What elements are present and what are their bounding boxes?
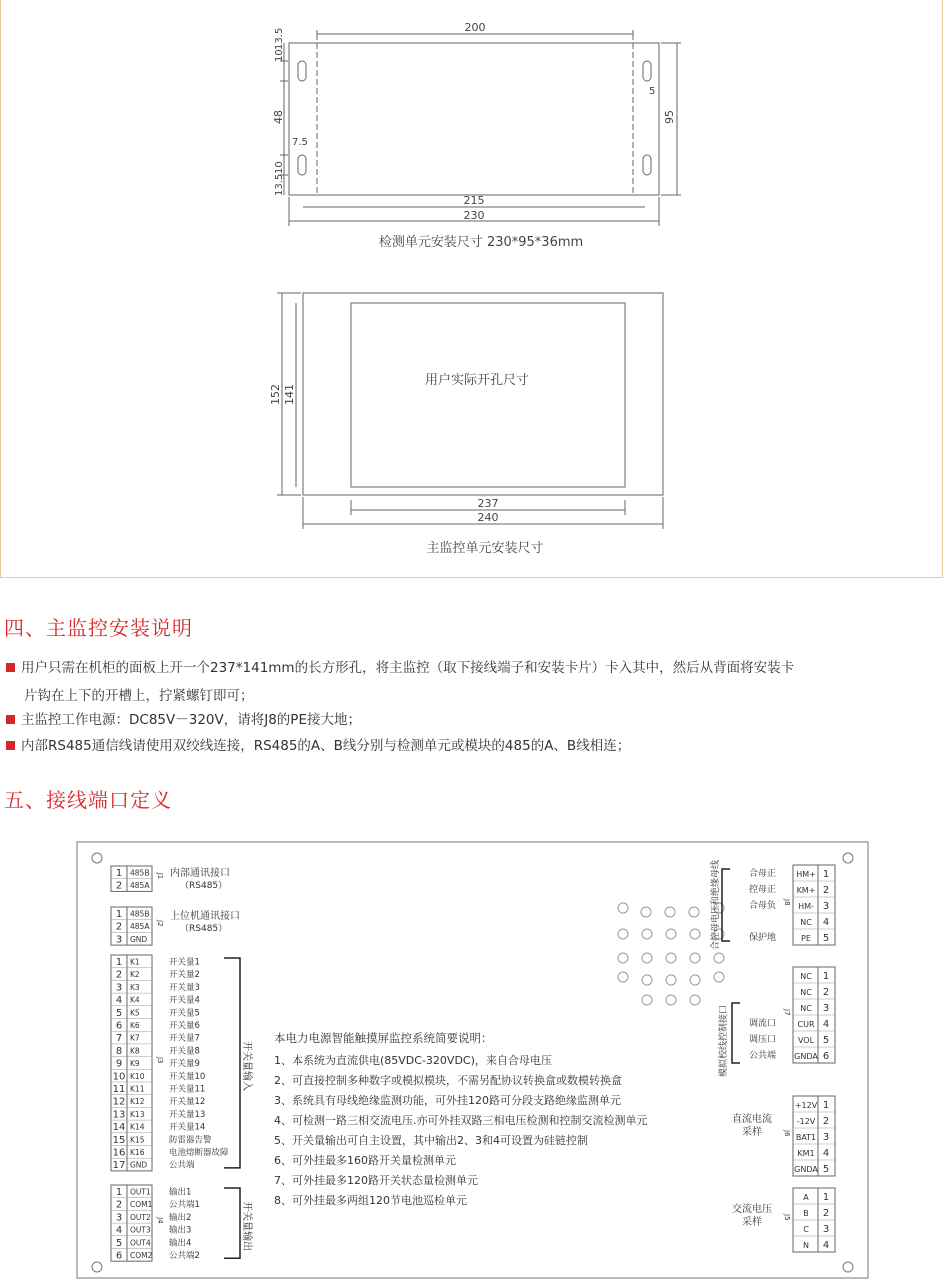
mount-hole [843,1262,853,1272]
pin-number: 15 [112,1134,126,1146]
bullet-item-2 [6,708,361,732]
pin-signal: GNDA [794,1165,818,1174]
bullet-text: 主监控工作电源：DC85V－320V，请将J8的PE接大地； [21,712,361,728]
pin-function: 输出3 [169,1225,192,1236]
pin-number: 1 [822,1192,830,1203]
pin-signal: K4 [130,995,140,1005]
mount-slot [298,155,306,175]
pin-function: 开关量3 [169,982,200,993]
section5-title: 五、接线端口定义 [4,788,172,812]
connector-j2 [111,907,240,945]
mount-slot [643,61,651,81]
pin-signal: C [803,1225,809,1234]
pin-number: 4 [822,917,830,928]
dim-200: 200 [464,21,486,34]
speaker-hole [665,907,675,917]
pin-signal: KM1 [797,1149,815,1158]
pin-signal: 485A [130,881,150,891]
connector-j5 [732,1188,835,1252]
pin-function: 调压口 [748,1035,776,1045]
pin-number: 3 [115,1212,123,1224]
pin-signal: K16 [130,1148,145,1157]
pin-number: 13 [112,1109,126,1121]
pin-number: 6 [115,1020,123,1032]
pin-function: 输出4 [169,1238,192,1249]
connector-j7 [717,967,835,1077]
dim-5: 5 [649,86,656,97]
pin-number: 2 [115,969,123,981]
speaker-hole [666,975,676,985]
pin-signal: NC [800,918,812,927]
pin-signal: K1 [130,957,140,967]
pin-number: 2 [115,921,123,933]
pin-signal: K3 [130,982,140,992]
connector-j1 [111,866,230,892]
pin-number: 8 [115,1045,123,1057]
pin-signal: K8 [130,1046,140,1056]
speaker-hole [618,953,628,963]
pin-number: 9 [115,1058,123,1070]
pin-number: 1 [115,1187,123,1198]
pin-number: 5 [115,1237,123,1249]
note-line: 8、可外挂最多两组120节电池巡检单元 [274,1194,467,1207]
pin-signal: VOL [797,1036,815,1045]
pin-function: 开关量11 [169,1084,206,1095]
dim-240: 240 [477,511,499,524]
speaker-hole [642,953,652,963]
dim-7-5: 7.5 [292,137,308,148]
speaker-hole [642,975,652,985]
note-line: 5、开关量输出可自主设置，其中输出2、3和4可设置为硅链控制 [274,1134,588,1147]
pin-number: 6 [822,1051,830,1062]
pin-number: 5 [115,1007,123,1019]
pin-signal: K2 [130,970,140,980]
bullet-square-icon [6,741,15,750]
pin-number: 5 [822,1164,830,1175]
speaker-hole [618,972,628,982]
speaker-hole [689,907,699,917]
main-unit-caption: 主监控单元安装尺寸 [426,541,544,556]
pin-function: 开关量9 [169,1059,200,1070]
dim-13-5b: 13.5 [274,173,285,196]
speaker-hole [690,975,700,985]
main-unit-outline [303,293,663,495]
speaker-hole [666,929,676,939]
note-line: 4、可检测一路三相交流电压.亦可外挂双路三相电压检测和控制交流检测单元 [274,1114,648,1127]
mount-hole [92,853,102,863]
bullet-item-3 [6,734,630,758]
dim-13-5: 13.5 [274,27,285,50]
pin-signal: K6 [130,1021,140,1030]
pin-function: 开关量8 [169,1046,200,1057]
pin-number: 16 [112,1147,126,1159]
speaker-hole [642,929,652,939]
pin-signal: OUT4 [130,1238,151,1248]
pin-number: 3 [822,1003,830,1014]
pin-signal: NC [800,972,812,981]
pin-signal: COM2 [130,1251,153,1260]
pin-number: 3 [822,901,830,912]
pin-function: 开关量12 [169,1097,206,1108]
pin-number: 2 [822,1208,830,1219]
pin-signal: OUT3 [130,1225,151,1235]
pin-signal: COM1 [130,1200,153,1210]
pin-number: 4 [822,1148,830,1159]
pin-signal: OUT1 [130,1187,151,1197]
pin-number: 12 [112,1096,126,1108]
pin-number: 1 [822,1100,830,1111]
connector-sublabel: （RS485） [180,881,228,891]
connector-sublabel: （RS485） [180,924,228,934]
group-label: 合控母电压和绝缘母线 [711,859,721,951]
pin-signal: 485B [130,868,150,878]
pin-number: 7 [115,1033,123,1045]
speaker-hole [690,995,700,1005]
dim-152: 152 [269,384,282,405]
pin-number: 3 [822,1132,830,1143]
pin-signal: B [803,1209,809,1218]
connector-label: 交流电压 [732,1204,772,1215]
bullet-item-1 [6,656,794,680]
connector-j8 [709,860,835,950]
connector-id: J1 [156,872,164,880]
pin-function: 开关量5 [169,1008,200,1019]
pin-function: 输出1 [169,1187,192,1198]
pin-function: 控母正 [748,885,776,895]
pin-number: 6 [115,1250,123,1262]
note-line: 2、可直接控制多种数字或模拟模块，不需另配协议转换盒或数模转换盒 [274,1074,622,1087]
connector-id: J3 [156,1056,164,1064]
group-label: 开关量输入 [241,1040,252,1091]
speaker-hole [690,929,700,939]
pin-signal: HM- [798,902,814,911]
pin-number: 1 [822,869,830,880]
pin-function: 开关量14 [169,1122,206,1133]
pin-signal: HM+ [796,870,816,879]
pin-signal: K11 [130,1084,145,1094]
pin-number: 1 [822,971,830,982]
connector-j3 [111,955,254,1171]
pin-number: 17 [112,1160,126,1172]
group-label: 开关量输出 [241,1201,252,1252]
pin-function: 合母正 [748,869,776,879]
connector-sublabel: 采样 [742,1127,762,1138]
pin-function: 合母负 [748,901,776,911]
pin-signal: K12 [130,1097,145,1107]
connector-id: J5 [783,1214,791,1221]
bullet-text: 用户只需在机柜的面板上开一个237*141mm的长方形孔，将主监控（取下接线端子和安装卡片）卡入其中，然后从背面将安装卡 [21,660,795,676]
section4-title: 四、主监控安装说明 [4,616,193,640]
pin-number: 4 [115,1225,123,1237]
notes-title: 本电力电源智能触摸屏监控系统简要说明： [274,1031,493,1045]
pin-signal: +12V [794,1101,818,1110]
pin-signal: K7 [130,1033,140,1043]
dim-10: 10 [274,49,285,62]
pin-number: 3 [115,934,123,946]
note-line: 1、本系统为直流供电(85VDC-320VDC)，来自合母电压 [274,1054,552,1067]
connector-id: J4 [156,1217,164,1224]
pin-number: 3 [115,982,123,994]
note-line: 3、系统具有母线绝缘监测功能，可外挂120路可分段支路绝缘监测单元 [274,1094,621,1107]
connector-label: 上位机通讯接口 [170,911,240,922]
dim-141: 141 [283,384,296,405]
detection-unit-outline [289,43,659,195]
pin-function: 公共端2 [169,1251,200,1261]
pin-number: 1 [115,909,123,920]
pin-signal: KM+ [796,886,816,895]
pin-function: 输出2 [169,1212,192,1223]
pin-function: 开关量1 [169,957,200,968]
speaker-hole [690,953,700,963]
pin-number: 3 [822,1224,830,1235]
cutout-outline [351,303,625,487]
mount-slot [643,155,651,175]
pin-signal: GND [130,1160,148,1170]
connector-id: J8 [783,899,791,906]
pin-function: 开关量10 [169,1071,206,1082]
pin-function: 开关量6 [169,1021,200,1031]
pin-signal: PE [801,934,811,943]
pin-function: 开关量2 [169,970,200,981]
mounting-drawings [1,0,944,578]
pin-number: 11 [112,1084,126,1095]
pin-signal: K5 [130,1008,140,1018]
pin-number: 2 [115,880,123,892]
pin-signal: BAT1 [795,1133,817,1142]
pin-number: 4 [115,995,123,1007]
pin-signal: GND [130,934,148,944]
connector-j6 [732,1096,835,1176]
pin-number: 4 [822,1240,830,1251]
pin-signal: K15 [130,1135,145,1145]
pin-number: 5 [822,1035,830,1046]
pin-signal: NC [800,988,812,997]
speaker-holes [618,903,724,1005]
drawings-panel [0,0,943,578]
pin-function: 调流口 [748,1019,776,1029]
speaker-hole [618,903,628,913]
pin-number: 5 [822,933,830,944]
pin-function: 开关量13 [169,1109,206,1120]
pin-function: 公共端 [169,1160,195,1171]
bullet-item-1-cont: 片钩在上下的开槽上，拧紧螺钉即可； [24,688,254,704]
pin-number: 2 [822,1116,830,1127]
connector-label: 内部通讯接口 [170,868,230,879]
speaker-hole [714,953,724,963]
pin-number: 4 [822,1019,830,1030]
bullet-square-icon [6,663,15,672]
pin-function: 保护地 [748,933,776,943]
terminal-board-diagram [0,830,945,1282]
pin-number: 14 [112,1122,126,1134]
pin-number: 1 [115,957,123,968]
dim-48: 48 [272,110,285,124]
pin-signal: N [803,1241,809,1250]
mount-hole [843,853,853,863]
speaker-hole [666,995,676,1005]
connector-id: J6 [783,1130,791,1137]
pin-signal: NC [800,1004,812,1013]
pin-signal: OUT2 [130,1212,151,1222]
pin-number: 1 [115,868,123,879]
pin-number: 10 [112,1071,126,1083]
mount-slot [298,61,306,81]
detection-unit-caption: 检测单元安装尺寸 230*95*36mm [378,235,584,250]
speaker-hole [666,953,676,963]
pin-signal: GNDA [794,1052,818,1061]
bullet-square-icon [6,715,15,724]
dim-95: 95 [663,110,676,124]
connector-id: J2 [156,920,164,927]
connector-sublabel: 采样 [742,1217,762,1228]
pin-number: 2 [115,1199,123,1211]
mount-hole [92,1262,102,1272]
cutout-label: 用户实际开孔尺寸 [424,373,530,388]
pin-signal: K14 [130,1122,145,1132]
pin-signal: A [803,1193,809,1202]
note-line: 6、可外挂最多160路开关量检测单元 [274,1154,456,1167]
speaker-hole [618,929,628,939]
note-line: 7、可外挂最多120路开关状态量检测单元 [274,1174,478,1187]
pin-signal: K13 [130,1109,145,1119]
bullet-text: 内部RS485通信线请使用双绞线连接，RS485的A、B线分别与检测单元或模块的485的A、B线相连； [21,738,631,754]
pin-function: 开关量7 [169,1033,200,1044]
pin-function: 公共端 [748,1051,776,1061]
connector-j4 [111,1185,254,1262]
pin-number: 2 [822,885,830,896]
pin-signal: K9 [130,1059,140,1069]
pin-signal: K10 [130,1071,145,1081]
pin-signal: -12V [796,1117,816,1126]
dim-215: 215 [463,194,485,207]
speaker-hole [714,972,724,982]
pin-signal: 485A [130,922,150,932]
connector-label: 直流电流 [732,1114,772,1125]
pin-function: 电池熔断器故障 [169,1148,229,1158]
connector-id: J7 [783,1009,791,1016]
pin-function: 公共端1 [169,1200,200,1211]
pin-function: 开关量4 [169,995,200,1006]
dim-237: 237 [477,497,499,510]
dim-230: 230 [463,209,485,222]
pin-signal: CUR [797,1020,815,1029]
speaker-hole [641,907,651,917]
pin-number: 2 [822,987,830,998]
pin-function: 防雷器告警 [169,1135,212,1146]
speaker-hole [642,995,652,1005]
dim-10b: 10 [274,161,285,174]
group-label: 模拟校线控制接口 [719,1004,729,1078]
pin-signal: 485B [130,909,150,919]
